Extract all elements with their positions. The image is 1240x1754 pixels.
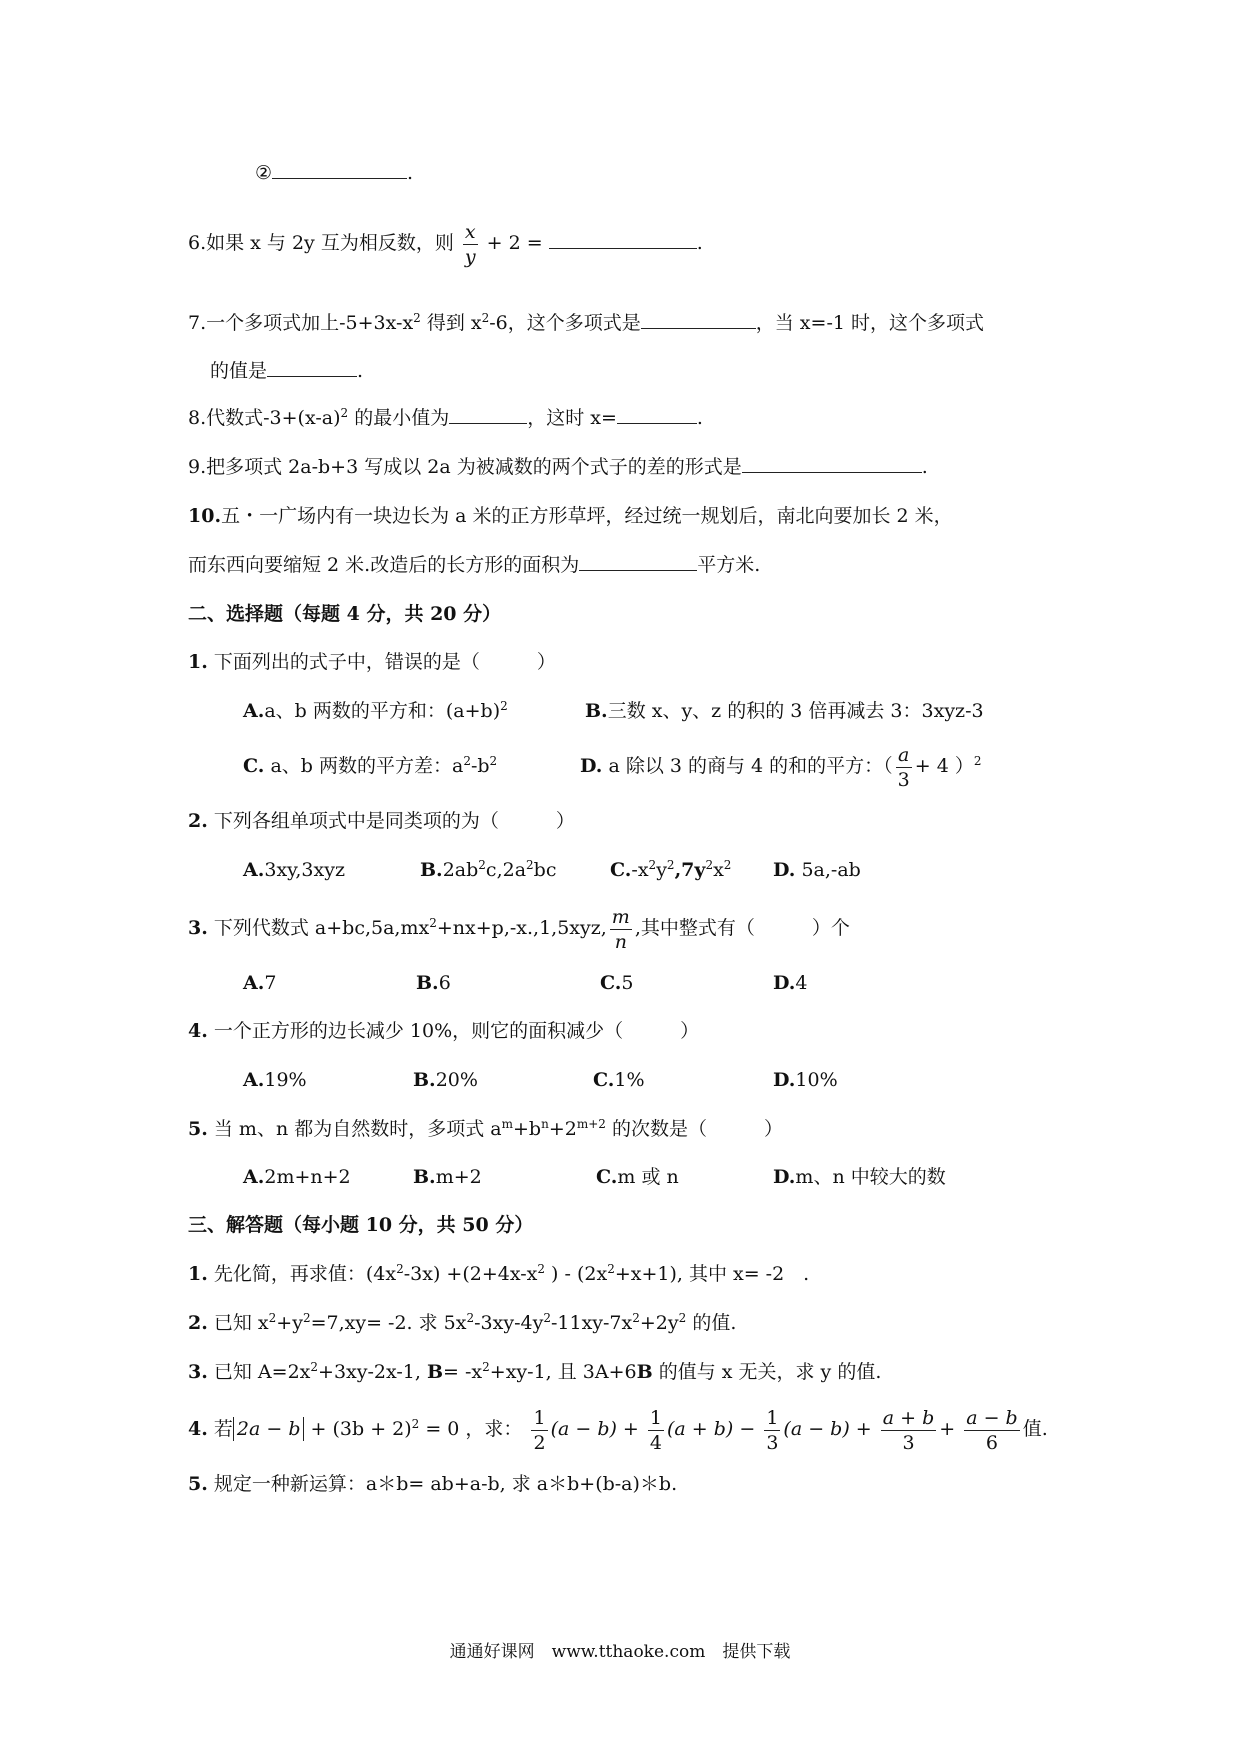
fraction-1-4: $\frac{1}{4}$: [649, 1406, 662, 1454]
answer-blank: [549, 230, 697, 249]
mc-question-3: 3. 下列代数式 $a+bc,5a,mx^2+nx+p,-x.,1,5xyz$, $\frac{m}{n}$ ,其中整式有（ ）个: [188, 905, 850, 953]
mc-q5-option-a: A.2m+n+2: [243, 1166, 351, 1188]
mc-q1-option-d: D. a 除以 3 的商与 4 的和的平方：（ $\frac{a}{3}$ + 4 ）$^2$: [580, 743, 982, 791]
answer-blank: [267, 358, 357, 377]
fraction-amb-6: $\frac{a - b}{6}$: [966, 1406, 1018, 1454]
mc-q1-option-a: A.a、b 两数的平方和：$(a+b)^2$: [243, 699, 508, 722]
answer-blank: [579, 552, 697, 571]
mc-question-5: 5. 当 m、n 都为自然数时，多项式 $a^m+b^n+2^{m+2}$ 的次数是（ ）: [188, 1117, 783, 1140]
mc-q4-option-c: C.1%: [593, 1069, 645, 1091]
q5-blank-2: ② .: [255, 162, 414, 184]
question-10: 10.五・一广场内有一块边长为 a 米的正方形草坪，经过统一规划后，南北向要加长 2 米，: [188, 505, 953, 527]
question-6: 6.如果 x 与 2y 互为相反数，则 $\frac{x}{y}$ + 2 = .: [188, 220, 703, 268]
fraction-m-over-n: $\frac{m}{n}$: [611, 905, 630, 953]
mc-q3-option-b: B.6: [416, 972, 451, 994]
mc-q3-option-c: C.5: [600, 972, 634, 994]
question-7-line2: 的值是 .: [210, 360, 364, 382]
answer-blank: [272, 160, 407, 179]
question-9: 9.把多项式 2a-b+3 写成以 2a 为被减数的两个式子的差的形式是 .: [188, 456, 928, 478]
question-8: 8.代数式$-3+(x-a)^2$ 的最小值为 ，这时 x= .: [188, 406, 703, 429]
mc-q4-option-b: B.20%: [413, 1069, 478, 1091]
mc-q2-option-b: $B.2ab^2c,2a^2bc$: [420, 858, 557, 881]
solve-question-1: 1. 先化简，再求值：$(4x^2-3x) +(2+4x-x^2$ ) - $(2x^2+x+1)$, 其中 x= -2 .: [188, 1262, 810, 1285]
mc-question-2: 2. 下列各组单项式中是同类项的为（ ）: [188, 810, 575, 832]
fraction-x-over-y: $\frac{x}{y}$: [464, 220, 476, 268]
mc-q5-option-d: D.m、n 中较大的数: [773, 1166, 946, 1188]
mc-question-4: 4. 一个正方形的边长减少 10%，则它的面积减少（ ）: [188, 1020, 700, 1042]
question-10-line2: 而东西向要缩短 2 米.改造后的长方形的面积为 平方米.: [188, 554, 761, 576]
mc-q3-options: A.7: [243, 972, 277, 994]
section-2-title: 二、选择题（每题 4 分，共 20 分）: [188, 603, 502, 625]
absolute-value: 2a − b: [233, 1417, 305, 1441]
solve-question-4: 4. 若 $2a - b + (3b + 2)^2 = 0$ ，求： $\frac{1}{2}$ (a − b) + $\frac{1}{4}$ (a + b) − $\frac{1}{3}$ (a − b) + $\frac{a + b}{3}$ + $\frac{a - b}{6}$ 值.: [188, 1406, 1048, 1454]
fraction-apb-3: $\frac{a + b}{3}$: [882, 1406, 935, 1454]
answer-blank: [742, 454, 922, 473]
page-footer: 通通好课网 www.tthaoke.com 提供下载: [449, 1642, 791, 1662]
mc-q5-option-c: C.m 或 n: [596, 1166, 679, 1188]
mc-q5-option-b: B.m+2: [413, 1166, 482, 1188]
question-7: 7.一个多项式加上$-5+3x-x^2$ 得到 $x^2-6$，这个多项式是 ，当 x=-1 时，这个多项式: [188, 311, 984, 334]
section-3-title: 三、解答题（每小题 10 分，共 50 分）: [188, 1214, 534, 1236]
solve-question-5: 5. 规定一种新运算：a＊b= ab+a-b, 求 a＊b+(b-a)＊b.: [188, 1473, 678, 1495]
mc-q2-option-d: D. 5a,-ab: [773, 859, 861, 881]
fraction-1-2: $\frac{1}{2}$: [533, 1406, 546, 1454]
fraction-a-over-3: $\frac{a}{3}$: [897, 743, 910, 791]
mc-q4-option-d: D.10%: [773, 1069, 838, 1091]
solve-question-3: 3. 已知 $A=2x^2+3xy-2x-1$, $B= -x^2+xy-1$, 且 3A+6B 的值与 x 无关，求 y 的值.: [188, 1360, 882, 1383]
solve-question-2: 2. 已知 $x^2+y^2=7,xy= -2$. 求 $5x^2-3xy-4y^2-11xy-7x^2+2y^2$ 的值.: [188, 1311, 737, 1334]
answer-blank: [617, 405, 697, 424]
answer-blank: [449, 405, 527, 424]
mc-q1-option-c: C. a、b 两数的平方差：$a^2-b^2$: [243, 754, 498, 777]
mc-question-1: 1. 下面列出的式子中，错误的是（ ）: [188, 651, 556, 673]
mc-q1-option-b: B.三数 x、y、z 的积的 3 倍再减去 3：3xyz-3: [585, 700, 984, 722]
answer-blank: [641, 310, 756, 329]
fraction-1-3: $\frac{1}{3}$: [766, 1406, 779, 1454]
mc-q2-option-c: $C.-x^2y^2,7y^2x^2$: [610, 858, 732, 881]
mc-q4-option-a: A.19%: [243, 1069, 307, 1091]
mc-q3-option-d: D.4: [773, 972, 808, 994]
mc-q2-option-a: A.3xy,3xyz: [243, 859, 345, 881]
